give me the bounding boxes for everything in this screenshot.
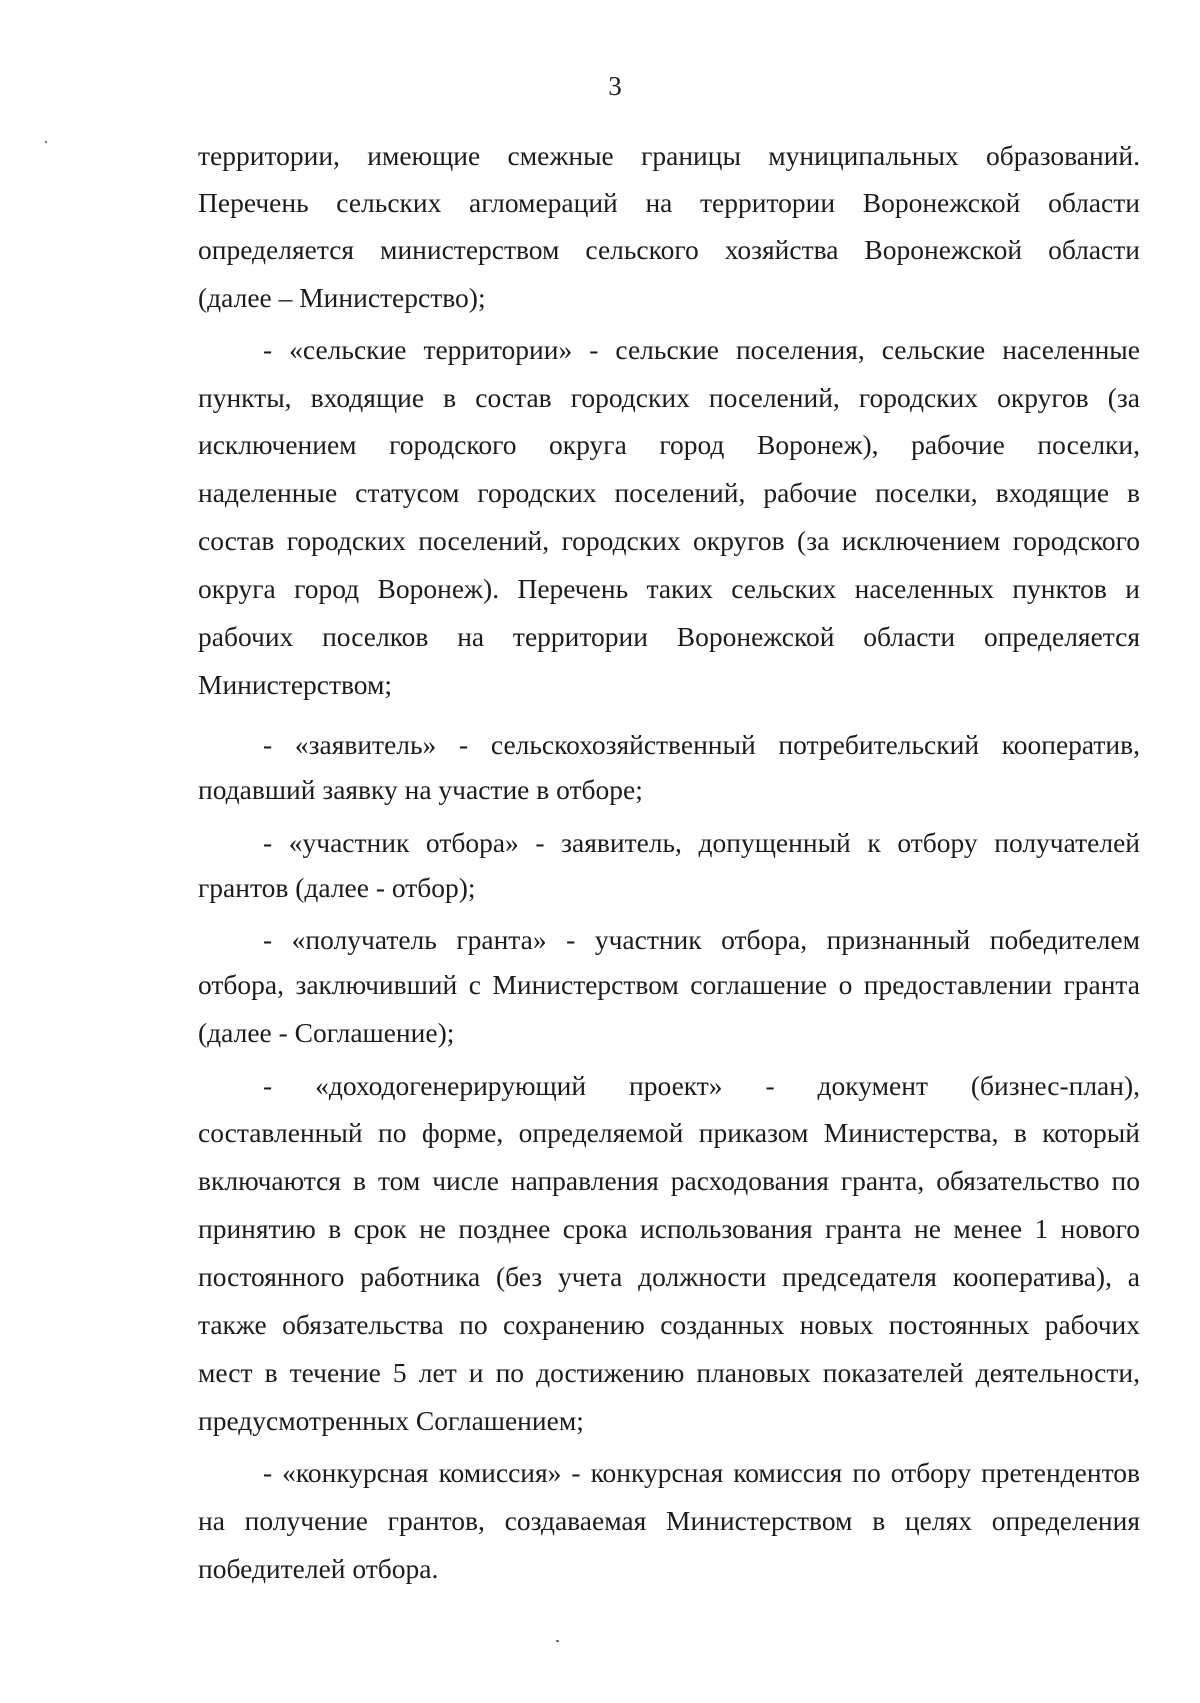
- text-line: постоянного работника (без учета должности председателя кооператива), а: [198, 1261, 1140, 1292]
- text-line: мест в течение 5 лет и по достижению плановых показателей деятельности,: [198, 1357, 1140, 1388]
- text-line: округа город Воронеж). Перечень таких сельских населенных пунктов и: [198, 573, 1140, 604]
- text-line: территории, имеющие смежные границы муниципальных образований.: [198, 140, 1140, 171]
- text-line: - «сельские территории» - сельские поселения, сельские населенные: [263, 334, 1140, 365]
- text-line: определяется министерством сельского хозяйства Воронежской области: [198, 234, 1140, 265]
- text-line: Перечень сельских агломераций на территории Воронежской области: [198, 187, 1140, 218]
- text-line: (далее - Соглашение);: [198, 1017, 455, 1048]
- text-line: - «участник отбора» - заявитель, допущенный к отбору получателей: [263, 827, 1140, 858]
- text-line: наделенные статусом городских поселений, рабочие поселки, входящие в: [198, 477, 1140, 508]
- text-line: подавший заявку на участие в отборе;: [198, 774, 643, 805]
- scan-speck: [45, 141, 47, 143]
- text-line: на получение грантов, создаваемая Министерством в целях определения: [198, 1505, 1140, 1536]
- text-line: Министерством;: [198, 669, 393, 700]
- text-line: составленный по форме, определяемой приказом Министерства, в который: [198, 1117, 1140, 1148]
- text-line: (далее – Министерство);: [198, 282, 486, 313]
- text-line: также обязательства по сохранению созданных новых постоянных рабочих: [198, 1309, 1140, 1340]
- text-line: состав городских поселений, городских округов (за исключением городского: [198, 525, 1140, 556]
- text-line: отбора, заключивший с Министерством соглашение о предоставлении гранта: [198, 969, 1140, 1000]
- text-line: рабочих поселков на территории Воронежской области определяется: [198, 621, 1140, 652]
- text-line: принятию в срок не позднее срока использования гранта не менее 1 нового: [198, 1213, 1140, 1244]
- page-number: 3: [608, 71, 622, 101]
- text-line: победителей отбора.: [198, 1553, 439, 1584]
- text-line: предусмотренных Соглашением;: [198, 1405, 584, 1436]
- text-line: - «заявитель» - сельскохозяйственный потребительский кооператив,: [263, 729, 1140, 760]
- text-line: пункты, входящие в состав городских поселений, городских округов (за: [198, 382, 1140, 413]
- text-line: исключением городского округа город Воронеж), рабочие поселки,: [198, 429, 1140, 460]
- text-line: - «доходогенерирующий проект» - документ (бизнес-план),: [263, 1070, 1140, 1101]
- text-line: - «получатель гранта» - участник отбора, признанный победителем: [263, 924, 1140, 955]
- text-line: включаются в том числе направления расходования гранта, обязательство по: [198, 1165, 1140, 1196]
- text-line: - «конкурсная комиссия» - конкурсная комиссия по отбору претендентов: [263, 1457, 1140, 1488]
- text-line: грантов (далее - отбор);: [198, 872, 476, 903]
- scan-speck: [556, 1640, 559, 1642]
